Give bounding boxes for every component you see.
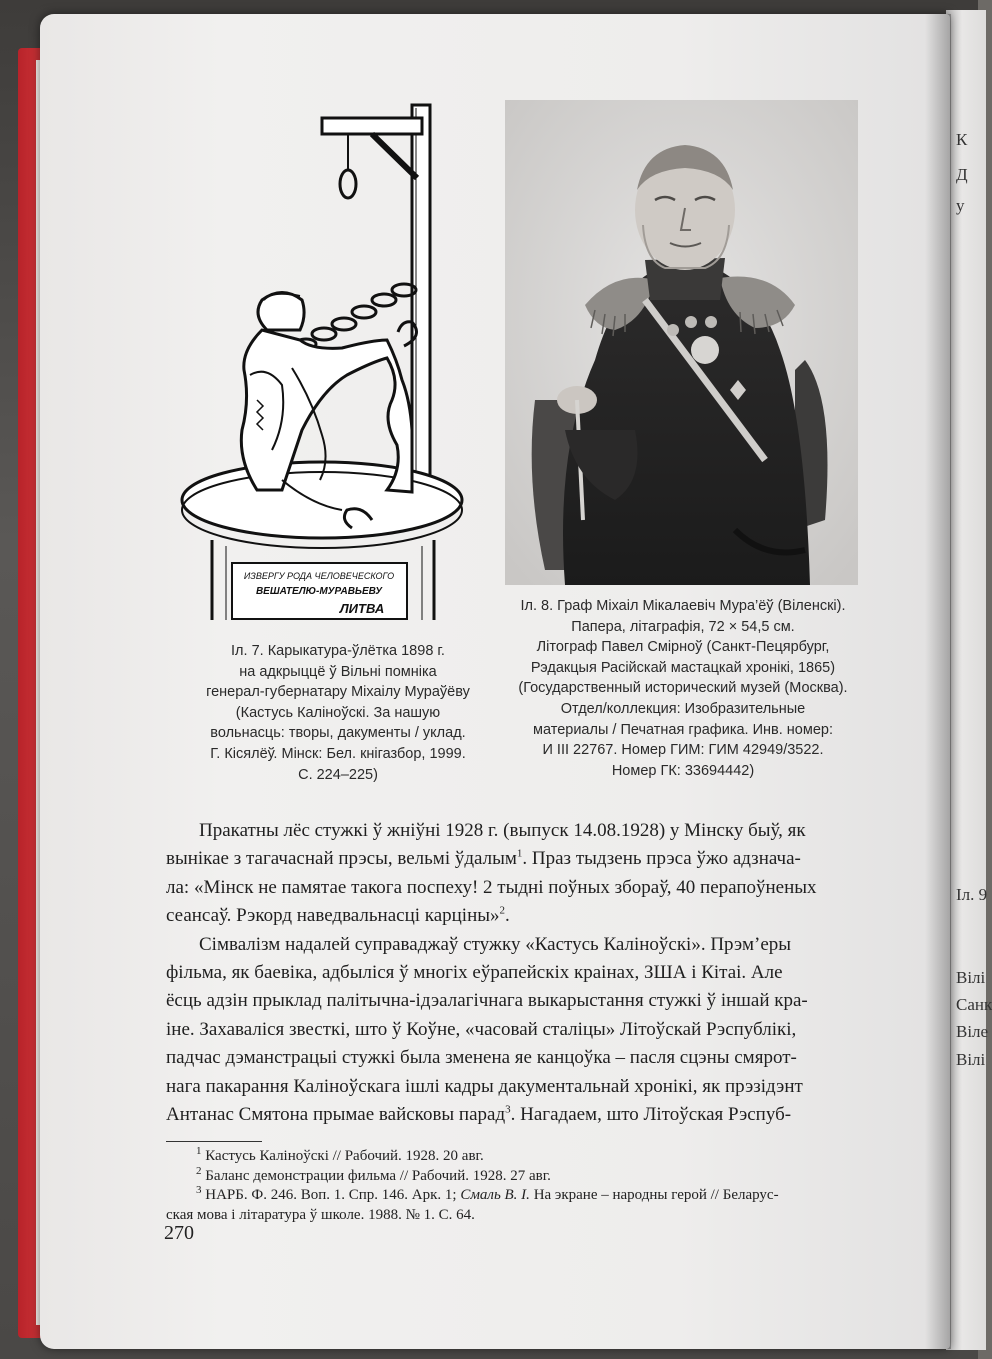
- next-page-fragment: у: [956, 196, 965, 215]
- caption-line: Г. Кісялёў. Мінск: Бел. кнігазбор, 1999.: [210, 745, 466, 762]
- paragraph-line: сеансаў. Рэкорд наведвальнасці карціны»$^2$.: [166, 904, 510, 927]
- page-number: 270: [164, 1222, 194, 1244]
- caption-line: генерал-губернатару Міхаілу Мураўёву: [206, 684, 470, 701]
- caption-line: материалы / Печатная графика. Инв. номер:: [533, 721, 833, 738]
- paragraph-line: іне. Захаваліся звесткі, што ў Коўне, «часовай сталіцы» Літоўскай Рэспублікі,: [166, 1018, 797, 1040]
- caption-line: на адкрыццё ў Вільні помніка: [239, 663, 437, 680]
- caption-line: Номер ГК: 33694442): [611, 762, 755, 779]
- next-page-fragment: К: [956, 130, 968, 149]
- next-page-edge: [946, 10, 992, 1350]
- footnote-separator: [166, 1141, 262, 1142]
- caption-line: С. 224–225): [298, 766, 378, 783]
- page-gutter-shadow: [925, 14, 951, 1349]
- caption-line: Іл. 8. Граф Міхаіл Мікалаевіч Мура’ёў (Віленскі).: [520, 598, 846, 614]
- caption-line: Папера, літаграфія, 72 × 54,5 см.: [571, 618, 795, 635]
- paragraph-line: ёсць адзін прыклад палітычна-ідэалагічнага выкарыстання стужкі ў іншай кра-: [166, 990, 808, 1012]
- paragraph-line: Пракатны лёс стужкі ў жніўні 1928 г. (выпуск 14.08.1928) у Мінску быў, як: [199, 820, 806, 841]
- footnotes: [166, 1147, 906, 1225]
- caption-line: Іл. 7. Карыкатура-ўлётка 1898 г.: [231, 643, 445, 659]
- portrait-illustration: [505, 100, 858, 585]
- next-page-fragment: Віле: [956, 1022, 989, 1041]
- caption-line: Рэдакцыя Расійскай мастацкай хронікі, 1865): [530, 659, 836, 676]
- footnote-ref[interactable]: 1: [516, 848, 523, 861]
- paragraph-line: нага пакарання Каліноўскага ішлі кадры дакументальнай хронікі, як прэзідэнт: [166, 1075, 803, 1097]
- caption-line: (Государственный исторический музей (Москва).: [518, 680, 848, 697]
- paragraph-line: Антанас Смятона прымае вайсковы парад$^3$. Нагадаем, што Літоўская Рэспуб-: [166, 1103, 792, 1125]
- plaque-line: ВЕШАТЕЛЮ-МУРАВЬЕВУ: [255, 586, 383, 597]
- next-page-fragment: Вілі: [956, 1050, 986, 1069]
- caption-line: вольнасць: творы, дакументы / уклад.: [210, 725, 466, 742]
- footnote-3-continued: ская мова і літаратура ў школе. 1988. № 1. С. 64.: [166, 1206, 475, 1223]
- caricature-illustration: [172, 100, 472, 620]
- caption-line: Отдел/коллекция: Изобразительные: [560, 700, 806, 717]
- paragraph-line: ла: «Мінск не памятае такога поспеху! 2 тыдні поўных збораў, 40 перапоўненых: [166, 876, 817, 898]
- caption-line: И III 22767. Номер ГИМ: ГИМ 42949/3522.: [542, 742, 824, 759]
- figure8-caption: [488, 596, 878, 781]
- footnote-1: $^1$ Кастусь Каліноўскі // Рабочий. 1928. 20 авг.: [196, 1145, 484, 1164]
- footnote-ref[interactable]: 3: [505, 1103, 511, 1116]
- paragraph-line: Сімвалізм надалей суправаджаў стужку «Кастусь Каліноўскі». Прэм’еры: [199, 933, 792, 955]
- body-text: [166, 817, 906, 1129]
- next-page-fragment: Вілі: [956, 968, 986, 987]
- paragraph-line: вынікае з тагачаснай прэсы, вельмі ўдалым$^1$. Праз тыдзень прэса ўжо адзнача-: [166, 848, 801, 870]
- paragraph-line: падчас дэманстрацыі стужкі была зменена яе канцоўка – пасля сцэны смярот-: [166, 1047, 797, 1069]
- plaque-line: ИЗВЕРГУ РОДА ЧЕЛОВЕЧЕСКОГО: [243, 571, 395, 581]
- next-page-fragment: Д: [956, 165, 968, 184]
- plaque-line: ЛИТВА: [339, 601, 385, 616]
- next-page-fragment: Санк: [956, 995, 992, 1014]
- caption-line: Літограф Павел Смірноў (Санкт-Пецярбург,: [536, 639, 830, 656]
- caption-line: (Кастусь Каліноўскі. За нашую: [235, 704, 441, 721]
- footnote-ref[interactable]: 2: [499, 904, 506, 917]
- figure7-caption: [188, 641, 488, 785]
- footnote-2: $^2$ Баланс демонстрации фильма // Рабочий. 1928. 27 авг.: [196, 1164, 551, 1184]
- footnote-3: $^3$ НАРБ. Ф. 246. Воп. 1. Спр. 146. Арк. 1; Смаль В. І. На экране – народны герой // Беларус-: [196, 1184, 779, 1203]
- paragraph-line: фільма, як баевіка, адбыліся ў многіх еўрапейскіх краінах, ЗША і Кітаі. Але: [166, 961, 783, 983]
- next-page-fragment: Іл. 9: [956, 885, 988, 904]
